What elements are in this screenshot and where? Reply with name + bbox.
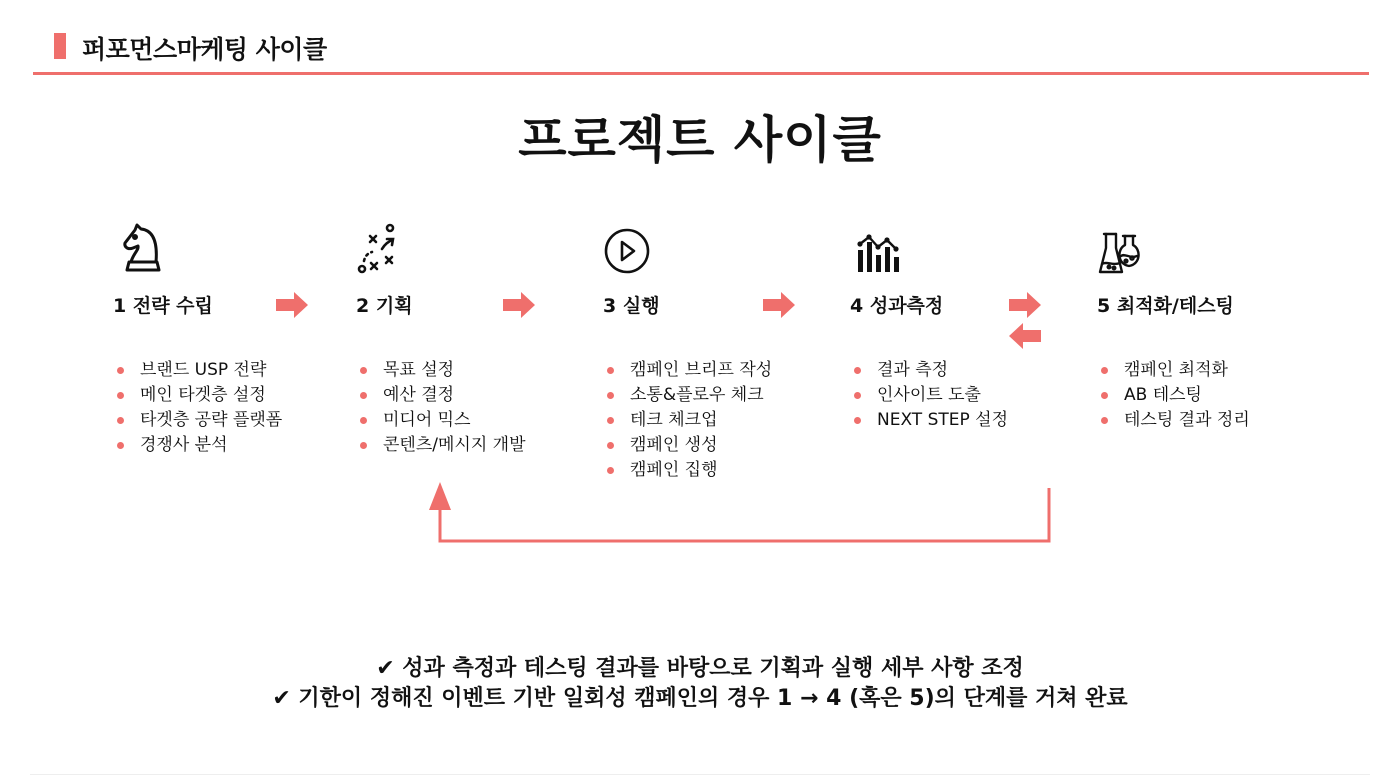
list-item: 예산 결정 <box>358 383 576 408</box>
list-item: 테스팅 결과 정리 <box>1099 408 1317 433</box>
list-item: AB 테스팅 <box>1099 383 1317 408</box>
note-line: ✔ 기한이 정해진 이벤트 기반 일회성 캠페인의 경우 1 → 4 (혹은 5)의 단계를 거쳐 완료 <box>272 686 1128 711</box>
step-label: 3 실행 <box>603 295 660 317</box>
footer-divider <box>30 774 1370 775</box>
list-item: 캠페인 브리프 작성 <box>605 358 823 383</box>
list-item: 캠페인 최적화 <box>1099 358 1317 383</box>
list-item: 콘텐츠/메시지 개발 <box>358 433 576 458</box>
list-item: 타겟층 공략 플랫폼 <box>115 408 333 433</box>
list-item: 인사이트 도출 <box>852 383 1070 408</box>
step-label: 5 최적화/테스팅 <box>1097 295 1234 317</box>
list-item: 경쟁사 분석 <box>115 433 333 458</box>
step-label: 1 전략 수립 <box>113 295 213 317</box>
list-item: 테크 체크업 <box>605 408 823 433</box>
list-item: 브랜드 USP 전략 <box>115 358 333 383</box>
list-item: 캠페인 생성 <box>605 433 823 458</box>
list-item: 소통&플로우 체크 <box>605 383 823 408</box>
note-line: ✔ 성과 측정과 테스팅 결과를 바탕으로 기획과 실행 세부 사항 조정 <box>376 656 1024 681</box>
step-label: 4 성과측정 <box>850 295 944 317</box>
list-item: 캠페인 집행 <box>605 458 823 483</box>
list-item: 미디어 믹스 <box>358 408 576 433</box>
list-item: 메인 타겟층 설정 <box>115 383 333 408</box>
page-title: 프로젝트 사이클 <box>518 111 882 169</box>
list-item: 결과 측정 <box>852 358 1070 383</box>
notes <box>0 654 1400 714</box>
list-item: 목표 설정 <box>358 358 576 383</box>
step-label: 2 기획 <box>356 295 413 317</box>
header-title: 퍼포먼스마케팅 사이클 <box>82 35 327 64</box>
list-item: NEXT STEP 설정 <box>852 408 1070 433</box>
